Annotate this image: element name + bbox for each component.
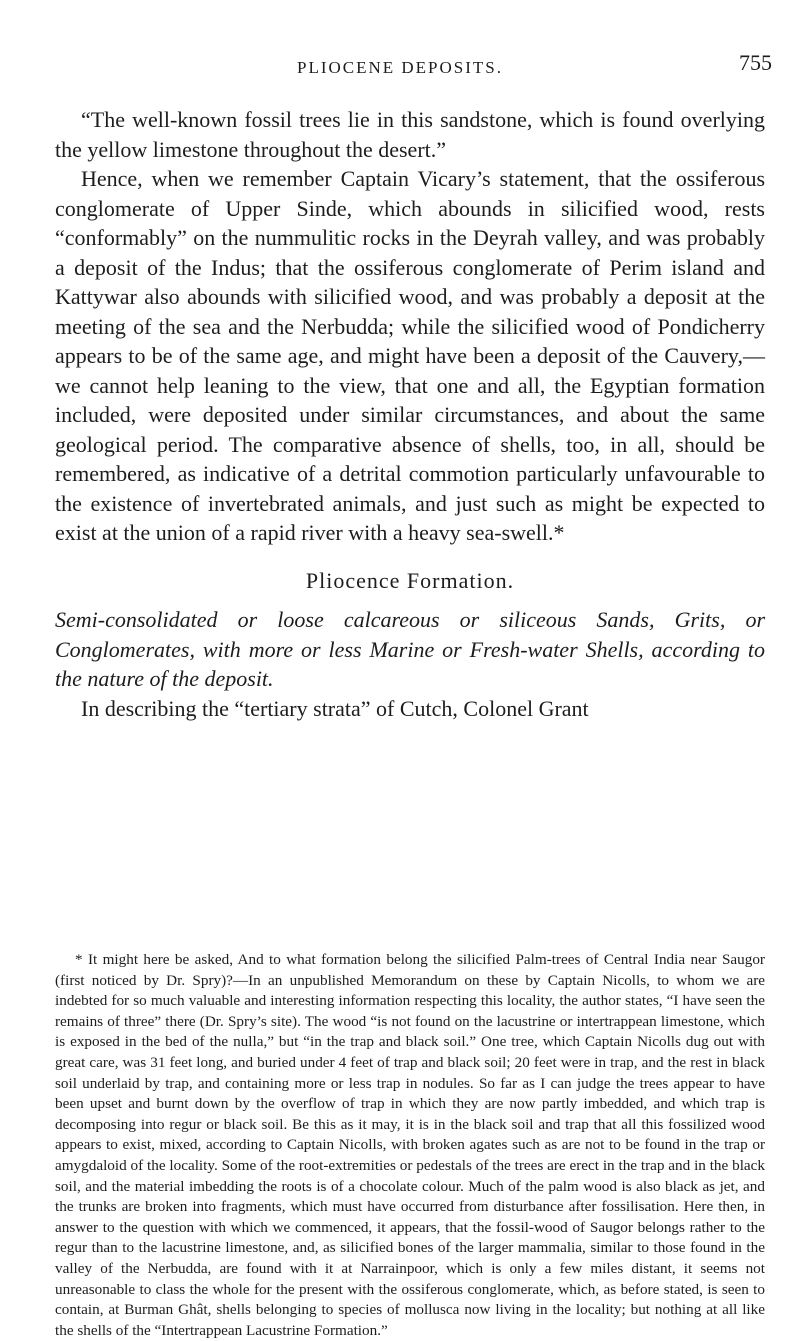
running-head: PLIOCENE DEPOSITS. [296, 58, 503, 77]
paragraph-quote: “The well-known fossil trees lie in this sandstone, which is found overlying the yellow limestone throughout the desert.” [55, 107, 765, 162]
footnote [55, 950, 765, 1341]
page-number: 755 [739, 50, 772, 75]
section-title: Pliocence Formation. [305, 567, 515, 593]
main-text [55, 105, 765, 723]
section-subtitle: Semi-consolidated or loose calcareous or siliceous Sands, Grits, or Conglomerates, with more or less Marine or Fresh-water Shells, according to the nature of the deposit. [55, 607, 765, 691]
footnote-text: * It might here be asked, And to what formation belong the silicified Palm-trees of Central India near Saugor (first noticed by Dr. Spry)?—In an unpublished Memorandum on these by Captain Nicolls, to whom we are indebted for so much valuable and interesting information respecting this locality, the author states, “I have seen the remains of three” there (Dr. Spry’s site). The wood “is not found on the lacustrine or intertrappean limestone, which is exposed in the bed of the nulla,” but “in the trap and black soil.” One tree, which Captain Nicolls dug out with great care, was 31 feet long, and buried under 4 feet of trap and black soil; 20 feet were in trap, and the rest in black soil underlaid by trap, and containing more or less trap in nodules. So far as I can judge the trees appear to have been upset and burnt down by the overflow of trap in which they are now partly imbedded, and which trap is decomposing into regur or black soil. Be this as it may, it is in the black soil and trap that all this fossilized wood appears to exist, mixed, according to Captain Nicolls, with broken agates such as are not to be found in the trap or amygdaloid of the locality. Some of the root-extremities or pedestals of the trees are erect in the trap and in the black soil, and the material imbedding the roots is of a chocolate colour. Much of the palm wood is also black as jet, and the trunks are broken into fragments, which must have occurred from disturbance after fossilisation. Here then, in answer to the question with which we commenced, it appears, that the fossil-wood of Saugor belongs rather to the regur than to the lacustrine limestone, and, as silicified bones of the larger mammalia, similar to those found in the valley of the Nerbudda, are found with it at Narrainpoor, which is only a few miles distant, it seems not unreasonable to class the whole for the present with the ossiferous conglomerate, which, as before stated, is seen to contain, at Burman Ghât, shells belonging to species of mollusca now living in the locality; but nothing at all like the shells of the “Intertrappean Lacustrine Formation.” [55, 951, 765, 1339]
paragraph-describing: In describing the “tertiary strata” of Cutch, Colonel Grant [81, 695, 589, 721]
paragraph-hence: Hence, when we remember Captain Vicary’s statement, that the ossiferous conglomerate of Upper Sinde, which abounds in silicified wood, rests “conformably” on the nummulitic rocks in the Deyrah valley, and was probably a deposit of the Indus; that the ossiferous conglomerate of Perim island and Kattywar also abounds with silicified wood, and was probably a deposit at the meeting of the sea and the Nerbudda; while the silicified wood of Pondicherry appears to be of the same age, and might have been a deposit of the Cauvery,—we cannot help leaning to the view, that one and all, the Egyptian formation included, were deposited under similar circumstances, and about the same geological period. The comparative absence of shells, too, in all, should be remembered, as indicative of a detrital commotion particularly unfavourable to the existence of invertebrated animals, and just such as might be expected to exist at the union of a rapid river with a heavy sea-swell.* [55, 166, 765, 545]
